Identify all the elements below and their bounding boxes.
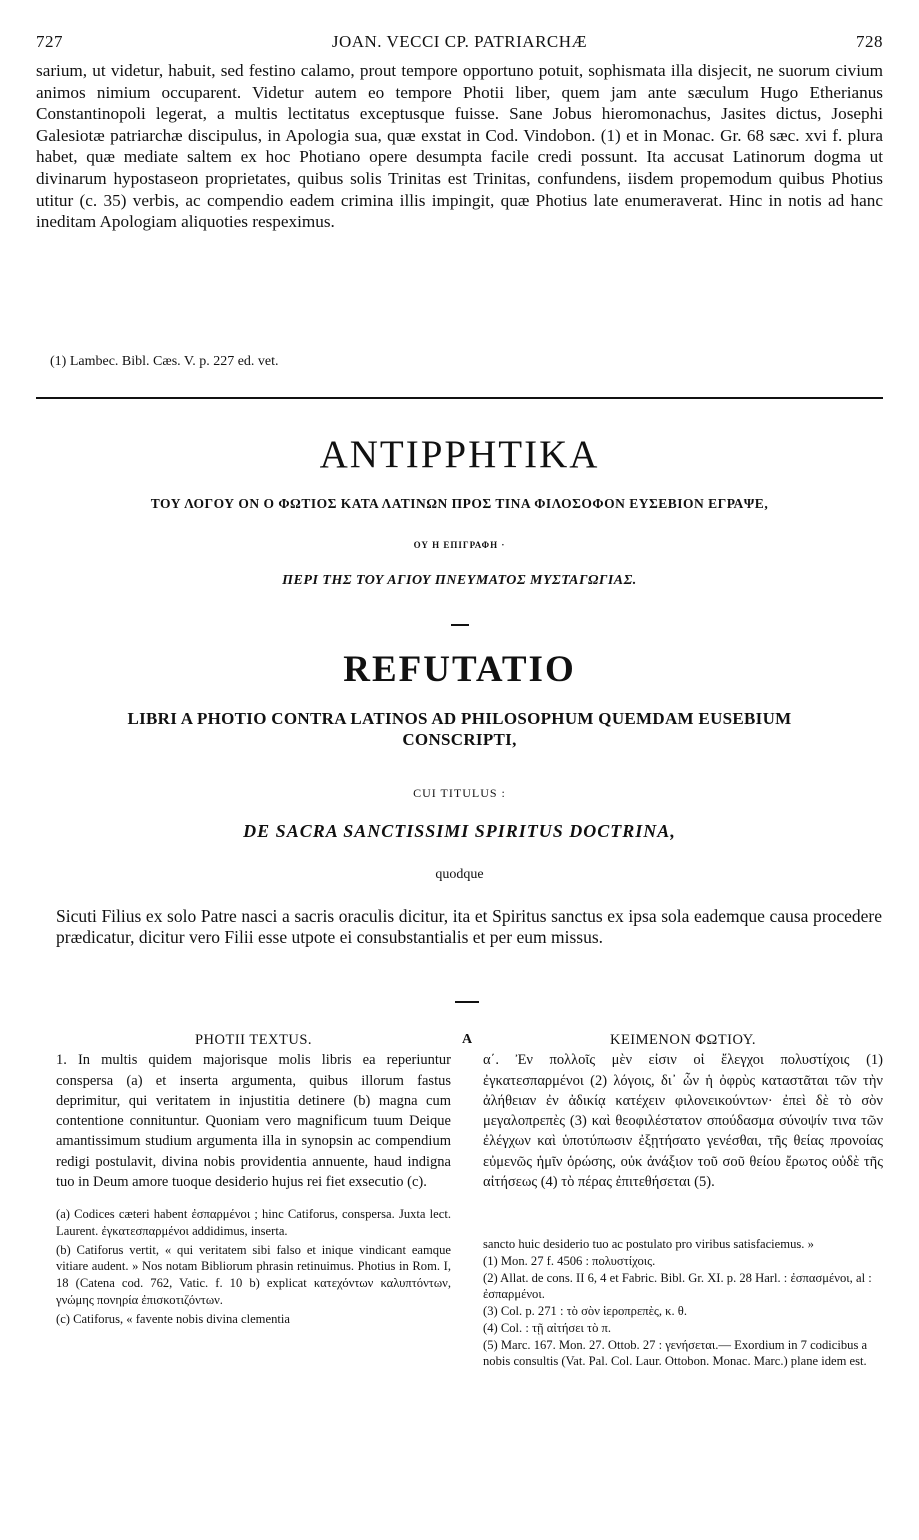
- left-column-notes: [56, 1206, 451, 1327]
- latin-italic-title: DE SACRA SANCTISSIMI SPIRITUS DOCTRINA,: [243, 821, 676, 841]
- right-column: [483, 1030, 883, 1370]
- left-column-text: 1. In multis quidem majorisque molis libris ea reperiuntur conspersa (a) et inserta argumenta, quibus illorum fastus deprimitur, qui veritatem in injustitia detinere (b) magna cum contentione connituntur. Quoniam vero magnificum tuum Deique amantissimum studium argumenta illa in synopsin ac compendium redigi postulavit, divina nobis providentia annuente, haud indigna tuo in Deum amore tuoque desiderio hujus rei fiet exsecutio (c).: [56, 1052, 451, 1191]
- latin-title: REFUTATIO: [343, 649, 576, 690]
- left-note: (c) Catiforus, « favente nobis divina clementia: [56, 1311, 290, 1326]
- margin-marker: A: [462, 1032, 473, 1047]
- right-note: (4) Col. : τῇ αἰτήσει τὸ π.: [483, 1320, 612, 1335]
- latin-titulus-label: CUI TITULUS :: [413, 786, 506, 800]
- greek-epigraph-label: ΟΥ Η ΕΠΙΓΡΑΦΗ ·: [413, 540, 506, 550]
- greek-subtitle: ΤΟΥ ΛΟΓΟΥ ΟΝ Ο ΦΩΤΙΟΣ ΚΑΤΑ ΛΑΤΙΝΩΝ ΠΡΟΣ ΤΙΝΑ ΦΙΛΟΣΟΦΟΝ ΕΥΣΕΒΙΟΝ ΕΓΡΑΨΕ,: [150, 496, 769, 511]
- right-column-notes: [483, 1236, 883, 1370]
- running-head: [36, 32, 883, 52]
- latin-subtitle: [36, 708, 883, 750]
- right-note: (5) Marc. 167. Mon. 27. Ottob. 27 : γενήσεται.— Exordium in 7 codicibus a nobis consultis (Vat. Pal. Col. Laur. Ottobon. Monac. Marc.) plane idem est.: [483, 1337, 868, 1369]
- page-number-left: 727: [36, 32, 63, 51]
- left-note: (b) Catiforus vertit, « qui veritatem sibi falso et inique vindicant eamque vitiare audent. » Nos notam Bibliorum phrasin retinuimus. Photius in Rom. I, 18 (Catena cod. 762, Vatic. f. 10 b) explicat κατεχόντων καλυπτόντων, γνώμης πονηρία ἐπισκοτιζόντων.: [56, 1242, 451, 1307]
- heading-dash: [451, 624, 469, 626]
- right-note: (1) Mon. 27 f. 4506 : πολυστίχοις.: [483, 1254, 656, 1269]
- right-note: (2) Allat. de cons. II 6, 4 et Fabric. Bibl. Gr. XI. p. 28 Harl. : ἐσπασμένοι, al : ἐσπαρμένοι.: [483, 1270, 872, 1302]
- intro-paragraph: [36, 60, 883, 233]
- greek-title: ΑΝΤΙΡΡΗΤΙΚΑ: [319, 433, 600, 476]
- page-number-right: 728: [856, 32, 883, 51]
- left-note: (a) Codices cæteri habent ἐσπαρμένοι ; hinc Catiforus, conspersa. Juxta lect. Laurent. ἐγκατεσπαρμένοι addidimus, inserta.: [56, 1207, 451, 1239]
- intro-footnote: (1) Lambec. Bibl. Cæs. V. p. 227 ed. vet.: [50, 354, 279, 369]
- latin-subtitle-line1: LIBRI A PHOTIO CONTRA LATINOS AD PHILOSOPHUM QUEMDAM EUSEBIUM: [127, 709, 792, 728]
- running-title: JOAN. VECCI CP. PATRIARCHÆ: [331, 32, 588, 51]
- right-note-lead: sancto huic desiderio tuo ac postulato pro viribus satisfaciemus. »: [483, 1237, 814, 1252]
- left-column: [56, 1030, 451, 1329]
- section-rule: [36, 397, 883, 399]
- section-dash: [455, 1001, 479, 1003]
- sicuti-paragraph: Sicuti Filius ex solo Patre nasci a sacris oraculis dicitur, ita et Spiritus sanctus ex ipsa sola eademque causa procedere prædicatur, dicitur vero Filii esse utpote ei consubstantialis et per eum missus.: [56, 906, 882, 947]
- greek-italic-title: ΠΕΡΙ ΤΗΣ ΤΟΥ ΑΓΙΟΥ ΠΝΕΥΜΑΤΟΣ ΜΥΣΤΑΓΩΓΙΑΣ.: [282, 573, 637, 588]
- right-column-heading: ΚΕΙΜΕΝΟΝ ΦΩΤΙΟΥ.: [609, 1032, 757, 1048]
- right-note: (3) Col. p. 271 : τὸ σὸν ἱεροπρεπὲς, κ. θ.: [483, 1304, 687, 1319]
- latin-quodque: quodque: [435, 867, 484, 882]
- left-column-heading: PHOTII TEXTUS.: [194, 1032, 313, 1048]
- intro-text: sarium, ut videtur, habuit, sed festino calamo, prout tempore opportuno potuit, sophismata illa disjecit, ne suorum civium animos nimium occuparent. Videtur autem eo tempore Photii liber, quem jam ante sæculum Hugo Etherianus Constantinopoli legerat, a multis lectitatus exceptusque fuisse. Sane Jobus hieromonachus, Jasites dictus, Josephi Galesiotæ patriarchæ discipulus, in Apologia sua, quæ exstat in Cod. Vindobon. (1) et in Monac. Gr. 68 sæc. xvi f. plura habet, quæ mediate saltem ex hoc Photiano opere desumpta facile credi possunt. Ita accusat Latinorum dogma ut divinarum hypostaseon proprietates, quibus solis Trinitas est Trinitas, confundens, iisdem propemodum quibus Photius utitur (c. 35) verbis, ac compendio eadem crimina illis impingit, quæ Photius late enumeraverat. Hinc in notis ad hanc ineditam Apologiam aliquoties respeximus.: [36, 61, 883, 232]
- latin-subtitle-line2: CONSCRIPTI,: [402, 730, 517, 749]
- right-column-text: α΄. Ἐν πολλοῖς μὲν εἰσιν οἱ ἔλεγχοι πολυστίχοις (1) ἐγκατεσπαρμένοι (2) λόγοις, δι᾽ ὧν ἡ ὀφρὺς καταστᾶται τῶν τὴν ἀλήθειαν ἐν ἀδικίᾳ κατέχειν φιλονεικούντων· ἐπεὶ δὲ τὸ σὸν μεγαλοπρεπὲς (3) καὶ θεοφιλέστατον σπούδασμα σύνοψίν τινα τῶν ἐλέγχων καὶ ὑποτύπωσιν ἐξῃτήσατο γενέσθαι, τῆς θείας προνοίας εὐμενῶς ἡμῖν ὁρώσης, οὐκ ἀνάξιον τοῦ σοῦ θείου ἔρωτος οὐδὲ τῆς αἰτήσεως (4) τὸ πέρας ἐπιτεθήσεται (5).: [483, 1052, 883, 1191]
